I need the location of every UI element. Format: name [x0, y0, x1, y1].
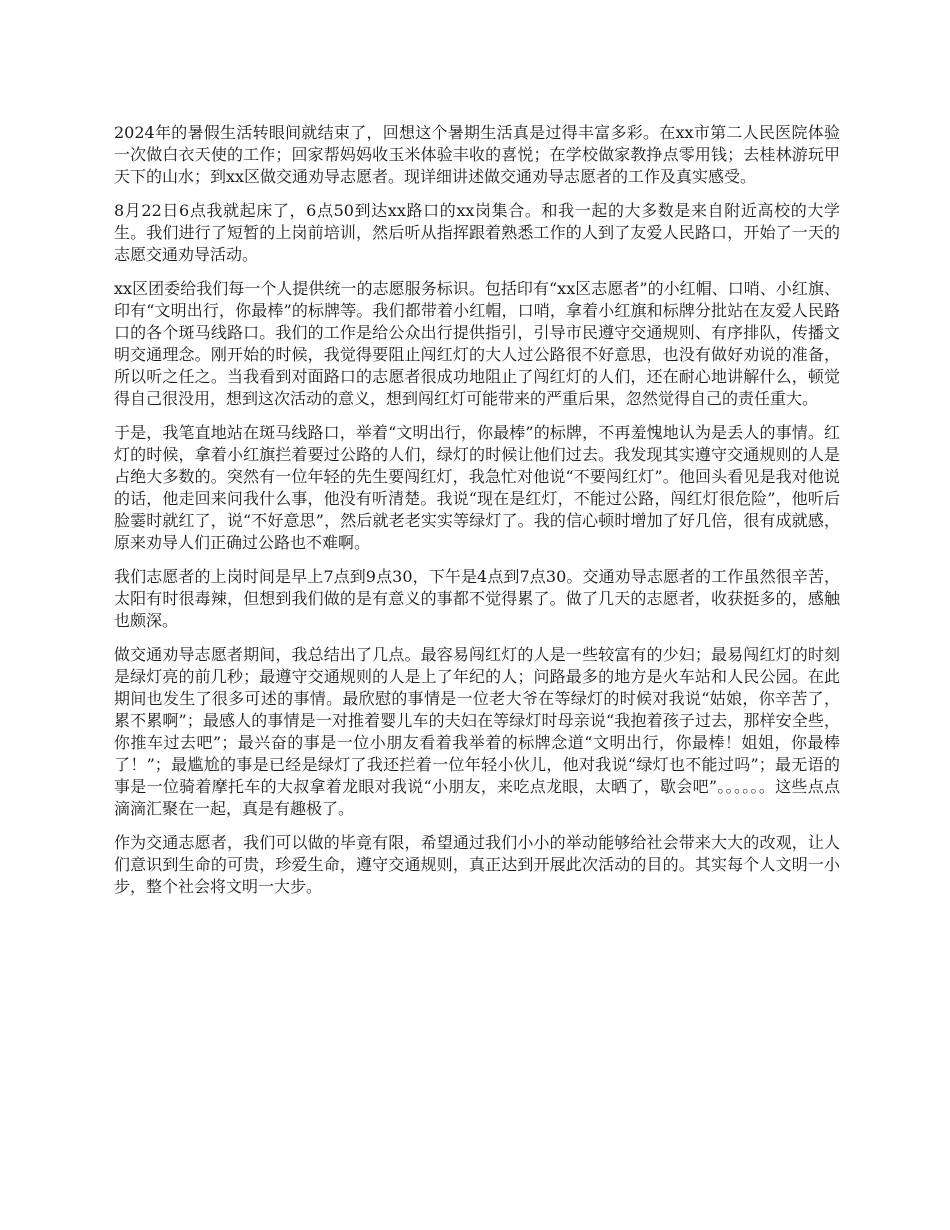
- paragraph-volunteer-gear: xx区团委给我们每一个人提供统一的志愿服务标识。包括印有“xx区志愿者”的小红帽、口哨、小红旗、印有“文明出行，你最棒”的标牌等。我们都带着小红帽，口哨，拿着小红旗和标牌分批站在友爱人民路口的各个斑马线路口。我们的工作是给公众出行提供指引，引导市民遵守交通规则、有序排队，传播文明交通理念。刚开始的时候，我觉得要阻止闯红灯的大人过公路很不好意思，也没有做好劝说的准备，所以听之任之。当我看到对面路口的志愿者很成功地阻止了闯红灯的人们，还在耐心地讲解什么，顿觉得自己很没用，想到这次活动的意义，想到闯红灯可能带来的严重后果，忽然觉得自己的责任重大。: [114, 279, 840, 408]
- document-page: [114, 122, 840, 910]
- paragraph-morning-assembly: 8月22日6点我就起床了，6点50到达xx路口的xx岗集合。和我一起的大多数是来自附近高校的大学生。我们进行了短暂的上岗前培训，然后听从指挥跟着熟悉工作的人到了友爱人民路口，开始了一天的志愿交通劝导活动。: [114, 201, 840, 264]
- paragraph-observations: 做交通劝导志愿者期间，我总结出了几点。最容易闯红灯的人是一些较富有的少妇；最易闯红灯的时刻是绿灯亮的前几秒；最遵守交通规则的人是上了年纪的人；问路最多的地方是火车站和人民公园。在此期间也发生了很多可述的事情。最欣慰的事情是一位老大爷在等绿灯的时候对我说“姑娘，你辛苦了，累不累啊”；最感人的事情是一对推着婴儿车的夫妇在等绿灯时母亲说“我抱着孩子过去，那样安全些，你推车过去吧”；最兴奋的事是一位小朋友看着我举着的标牌念道“文明出行，你最棒！姐姐，你最棒了！”；最尴尬的事是已经是绿灯了我还拦着一位年轻小伙儿，他对我说“绿灯也不能过吗”；最无语的事是一位骑着摩托车的大叔拿着龙眼对我说“小朋友，来吃点龙眼，太晒了，歇会吧”。。。。。。这些点点滴滴汇聚在一起，真是有趣极了。: [114, 645, 840, 818]
- paragraph-first-success: 于是，我笔直地站在斑马线路口，举着“文明出行，你最棒”的标牌，不再羞愧地认为是丢人的事情。红灯的时候，拿着小红旗拦着要过公路的人们，绿灯的时候让他们过去。我发现其实遵守交通规则的人是占绝大多数的。突然有一位年轻的先生要闯红灯，我急忙对他说“不要闯红灯”。他回头看见是我对他说的话，他走回来问我什么事，他没有听清楚。我说“现在是红灯，不能过公路，闯红灯很危险”，他听后脸霎时就红了，说“不好意思”，然后就老老实实等绿灯了。我的信心顿时增加了好几倍，很有成就感，原来劝导人们正确过公路也不难啊。: [114, 423, 840, 552]
- paragraph-intro: 2024年的暑假生活转眼间就结束了，回想这个暑期生活真是过得丰富多彩。在xx市第二人民医院体验一次做白衣天使的工作；回家帮妈妈收玉米体验丰收的喜悦；在学校做家教挣点零用钱；去桂林游玩甲天下的山水；到xx区做交通劝导志愿者。现详细讲述做交通劝导志愿者的工作及真实感受。: [114, 123, 840, 186]
- paragraph-conclusion: 作为交通志愿者，我们可以做的毕竟有限，希望通过我们小小的举动能够给社会带来大大的改观，让人们意识到生命的可贵，珍爱生命，遵守交通规则，真正达到开展此次活动的目的。其实每个人文明一小步，整个社会将文明一大步。: [114, 833, 840, 896]
- paragraph-work-hours: 我们志愿者的上岗时间是早上7点到9点30，下午是4点到7点30。交通劝导志愿者的工作虽然很辛苦，太阳有时很毒辣，但想到我们做的是有意义的事都不觉得累了。做了几天的志愿者，收获挺多的，感触也颇深。: [114, 567, 840, 630]
